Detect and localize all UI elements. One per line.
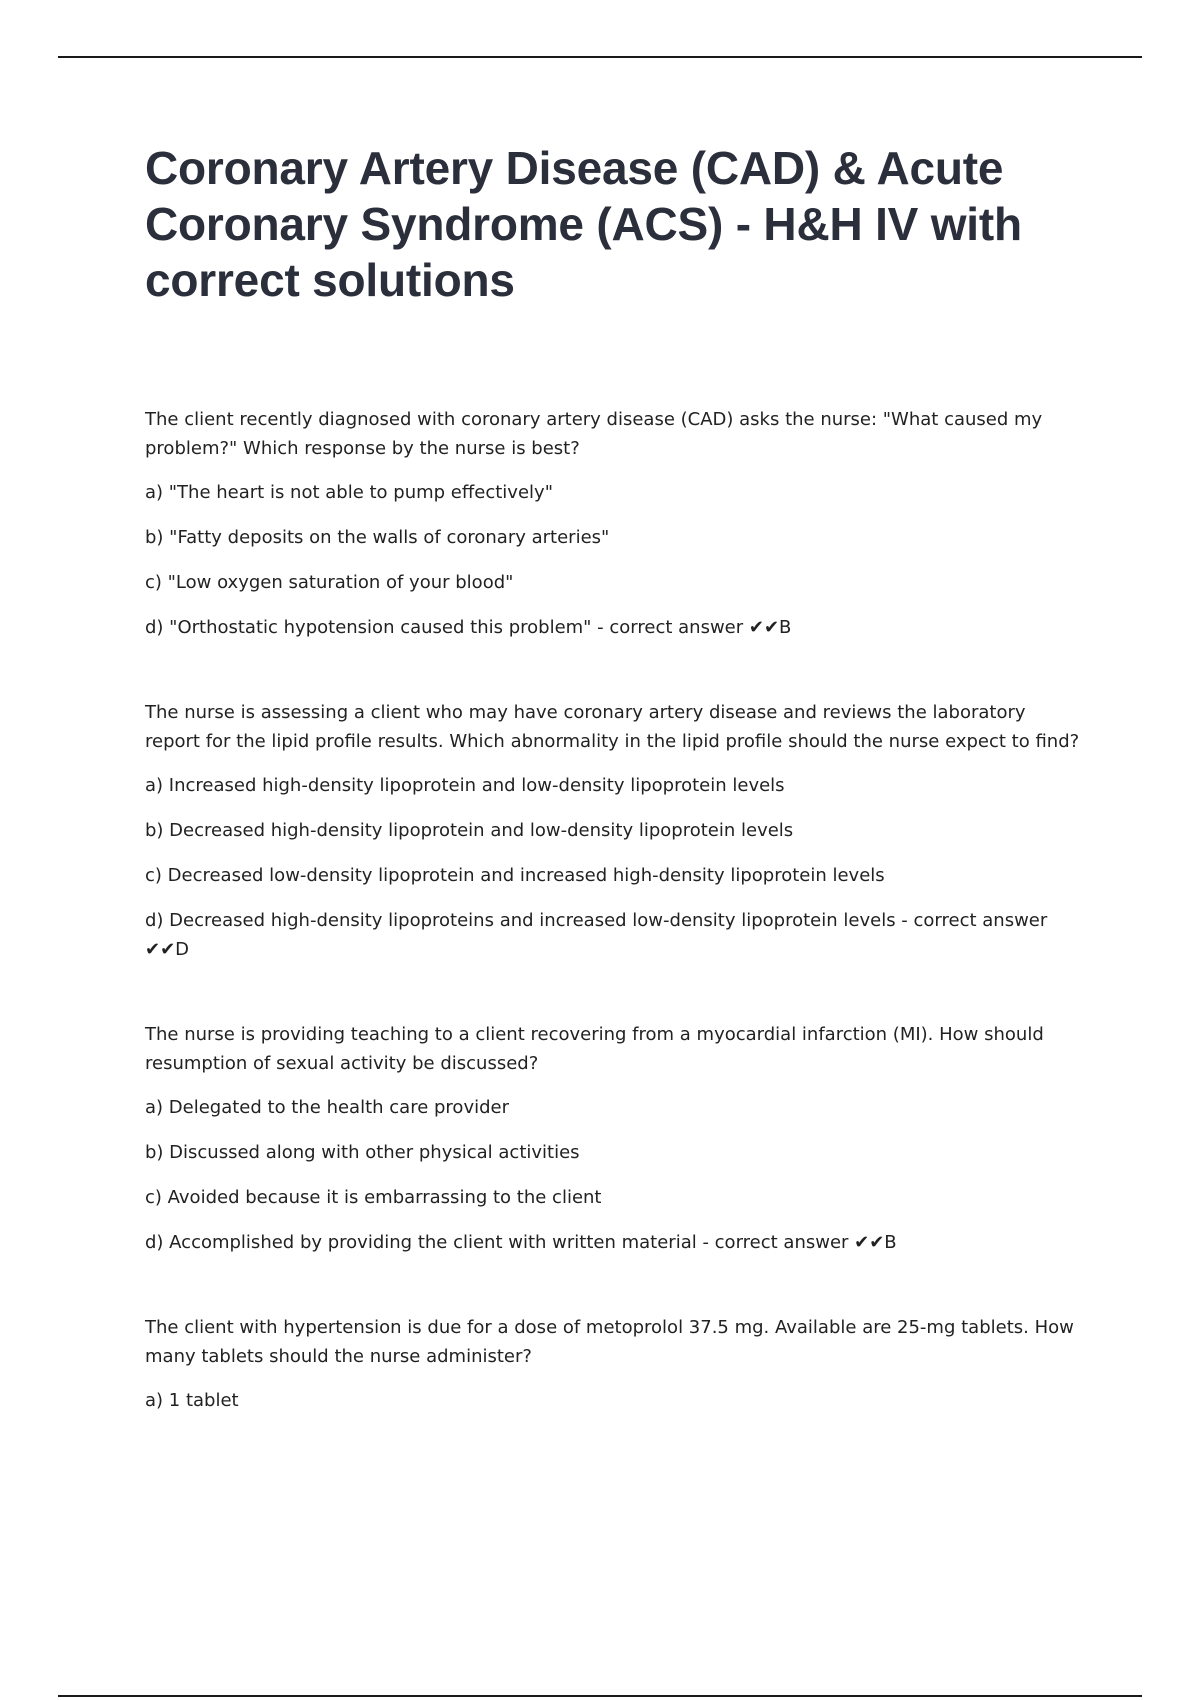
answer-option-c: c) "Low oxygen saturation of your blood": [145, 572, 514, 593]
answer-option-d: d) Accomplished by providing the client with written material - correct answer ✔✔B: [145, 1232, 897, 1253]
answer-option-a: a) Delegated to the health care provider: [145, 1097, 509, 1118]
question-2: [145, 698, 1080, 964]
question-stem: The client with hypertension is due for a dose of metoprolol 37.5 mg. Available are 25-mg tablets. How many tablets should the nurse administer?: [145, 1317, 1074, 1367]
answer-option-b: b) "Fatty deposits on the walls of coronary arteries": [145, 527, 610, 548]
bottom-divider: [58, 1695, 1142, 1697]
question-1: [145, 405, 1080, 642]
answer-option-b: b) Decreased high-density lipoprotein and low-density lipoprotein levels: [145, 820, 794, 841]
question-4: [145, 1313, 1080, 1415]
document-body: [145, 140, 1080, 1471]
answer-option-d: d) "Orthostatic hypotension caused this problem" - correct answer ✔✔B: [145, 617, 792, 638]
question-stem: The nurse is providing teaching to a client recovering from a myocardial infarction (MI). How should resumption of sexual activity be discussed?: [145, 1024, 1044, 1074]
answer-option-a: a) 1 tablet: [145, 1390, 239, 1411]
question-list: [145, 405, 1080, 1415]
answer-option-c: c) Decreased low-density lipoprotein and increased high-density lipoprotein levels: [145, 865, 885, 886]
document-title: Coronary Artery Disease (CAD) & Acute Coronary Syndrome (ACS) - H&H IV with correct solutions: [145, 142, 1022, 306]
answer-option-d: d) Decreased high-density lipoproteins and increased low-density lipoprotein levels - correct answer ✔✔D: [145, 910, 1048, 960]
answer-option-a: a) "The heart is not able to pump effectively": [145, 482, 553, 503]
question-stem: The nurse is assessing a client who may have coronary artery disease and reviews the laboratory report for the lipid profile results. Which abnormality in the lipid profile should the nurse expect to find?: [145, 702, 1080, 752]
question-stem: The client recently diagnosed with coronary artery disease (CAD) asks the nurse: "What caused my problem?" Which response by the nurse is best?: [145, 409, 1043, 459]
question-3: [145, 1020, 1080, 1257]
answer-option-b: b) Discussed along with other physical activities: [145, 1142, 580, 1163]
answer-option-a: a) Increased high-density lipoprotein and low-density lipoprotein levels: [145, 775, 785, 796]
answer-option-c: c) Avoided because it is embarrassing to the client: [145, 1187, 602, 1208]
top-divider: [58, 56, 1142, 58]
